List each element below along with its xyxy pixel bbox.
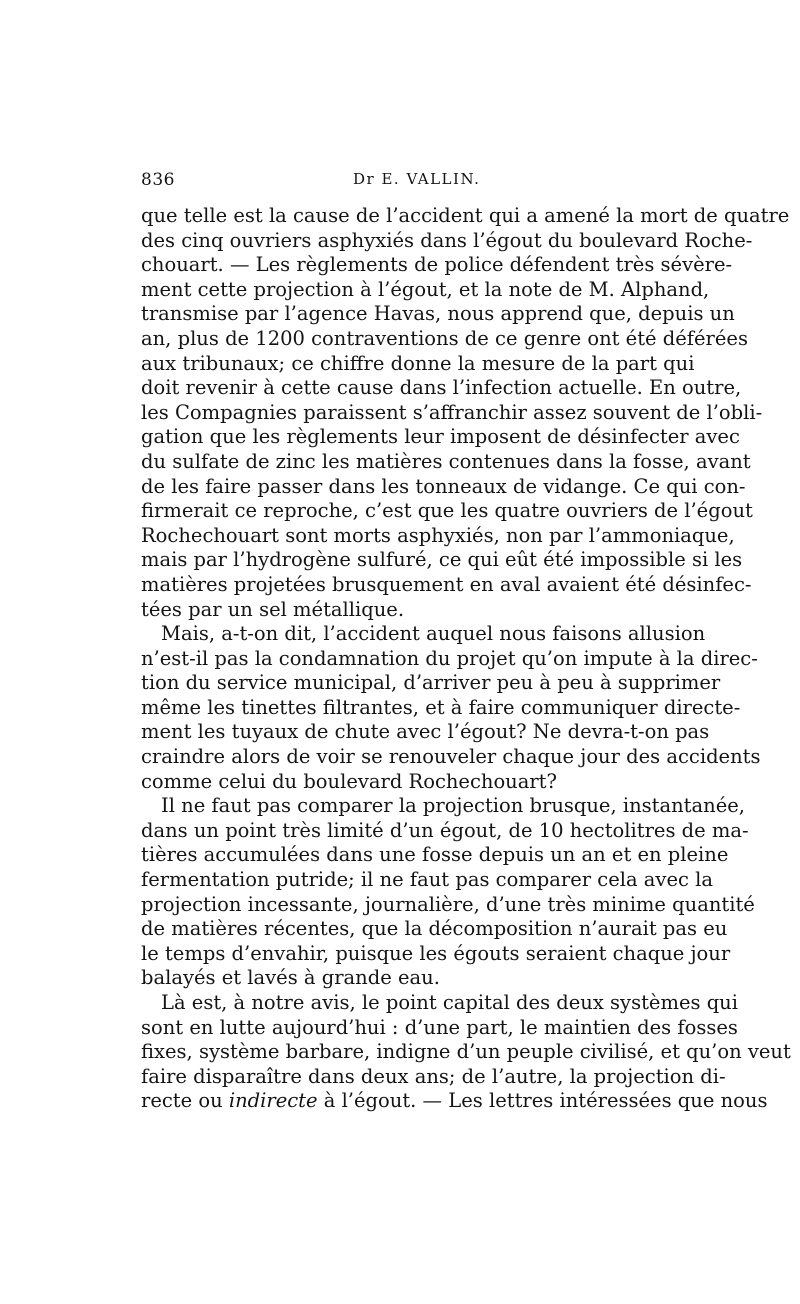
text-line: de les faire passer dans les tonneaux de vidange. Ce qui con- <box>141 474 746 498</box>
text-line: du sulfate de zinc les matières contenues dans la fosse, avant <box>141 449 751 473</box>
text-line: ment les tuyaux de chute avec l’égout? Ne devra-t-on pas <box>141 720 710 744</box>
final-text-line <box>141 1089 768 1114</box>
text-line: tières accumulées dans une fosse depuis un an et en pleine <box>141 843 729 867</box>
paragraph-end-line: balayés et lavés à grande eau. <box>141 966 440 990</box>
page-number: 836 <box>141 170 175 190</box>
text-line: transmise par l’agence Havas, nous apprend que, depuis un <box>141 302 735 326</box>
paragraph-end-line: tées par un sel métallique. <box>141 597 405 621</box>
text-line: ment cette projection à l’égout, et la note de M. Alphand, <box>141 277 710 301</box>
running-title: Dr E. VALLIN. <box>353 170 481 188</box>
text-line: les Compagnies paraissent s’affranchir assez souvent de l’obli- <box>141 400 763 424</box>
line-segment: recte ou <box>141 1089 229 1113</box>
text-line: gation que les règlements leur imposent de désinfecter avec <box>141 425 740 449</box>
italic-word: indirecte <box>228 1089 318 1113</box>
text-line: sont en lutte aujourd’hui : d’une part, le maintien des fosses <box>141 1015 738 1039</box>
text-line: que telle est la cause de l’accident qui a amené la mort de quatre <box>141 204 790 227</box>
text-line: dans un point très limité d’un égout, de 10 hectolitres de ma- <box>141 818 749 842</box>
text-line: an, plus de 1200 contraventions de ce genre ont été déférées <box>141 326 748 350</box>
text-line: n’est-il pas la condamnation du projet qu’on impute à la direc- <box>141 646 758 670</box>
text-line: fixes, système barbare, indigne d’un peuple civilisé, et qu’on veut <box>141 1040 791 1064</box>
text-line: matières projetées brusquement en aval avaient été désinfec- <box>141 572 752 596</box>
body-text <box>141 204 791 1114</box>
running-header <box>141 170 661 196</box>
paragraph-start-line: Mais, a-t-on dit, l’accident auquel nous faisons allusion <box>161 622 706 646</box>
text-line: fermentation putride; il ne faut pas comparer cela avec la <box>141 868 713 892</box>
text-line: aux tribunaux; ce chiffre donne la mesure de la part qui <box>141 351 695 375</box>
text-line: chouart. — Les règlements de police défendent très sévère- <box>141 253 733 277</box>
text-line: craindre alors de voir se renouveler chaque jour des accidents <box>141 745 761 769</box>
text-line: Rochechouart sont morts asphyxiés, non par l’ammoniaque, <box>141 523 735 547</box>
text-line: tion du service municipal, d’arriver peu à peu à supprimer <box>141 671 721 695</box>
text-line: faire disparaître dans deux ans; de l’autre, la projection di- <box>141 1064 726 1088</box>
paragraph-end-line: comme celui du boulevard Rochechouart? <box>141 769 557 793</box>
text-line: mais par l’hydrogène sulfuré, ce qui eût été impossible si les <box>141 548 743 572</box>
paragraph-start-line: Là est, à notre avis, le point capital des deux systèmes qui <box>161 991 738 1014</box>
paragraph-start-line: Il ne faut pas comparer la projection brusque, instantanée, <box>161 794 745 818</box>
text-line: même les tinettes filtrantes, et à faire communiquer directe- <box>141 695 741 719</box>
text-line: projection incessante, journalière, d’une très minime quantité <box>141 892 755 916</box>
text-line: des cinq ouvriers asphyxiés dans l’égout du boulevard Roche- <box>141 228 753 252</box>
text-line: firmerait ce reproche, c’est que les quatre ouvriers de l’égout <box>141 499 753 523</box>
line-segment: à l’égout. — Les lettres intéressées que nous <box>317 1089 768 1113</box>
text-line: de matières récentes, que la décomposition n’aurait pas eu <box>141 917 728 941</box>
text-line: le temps d’envahir, puisque les égouts seraient chaque jour <box>141 941 731 965</box>
text-line: doit revenir à cette cause dans l’infection actuelle. En outre, <box>141 376 742 400</box>
